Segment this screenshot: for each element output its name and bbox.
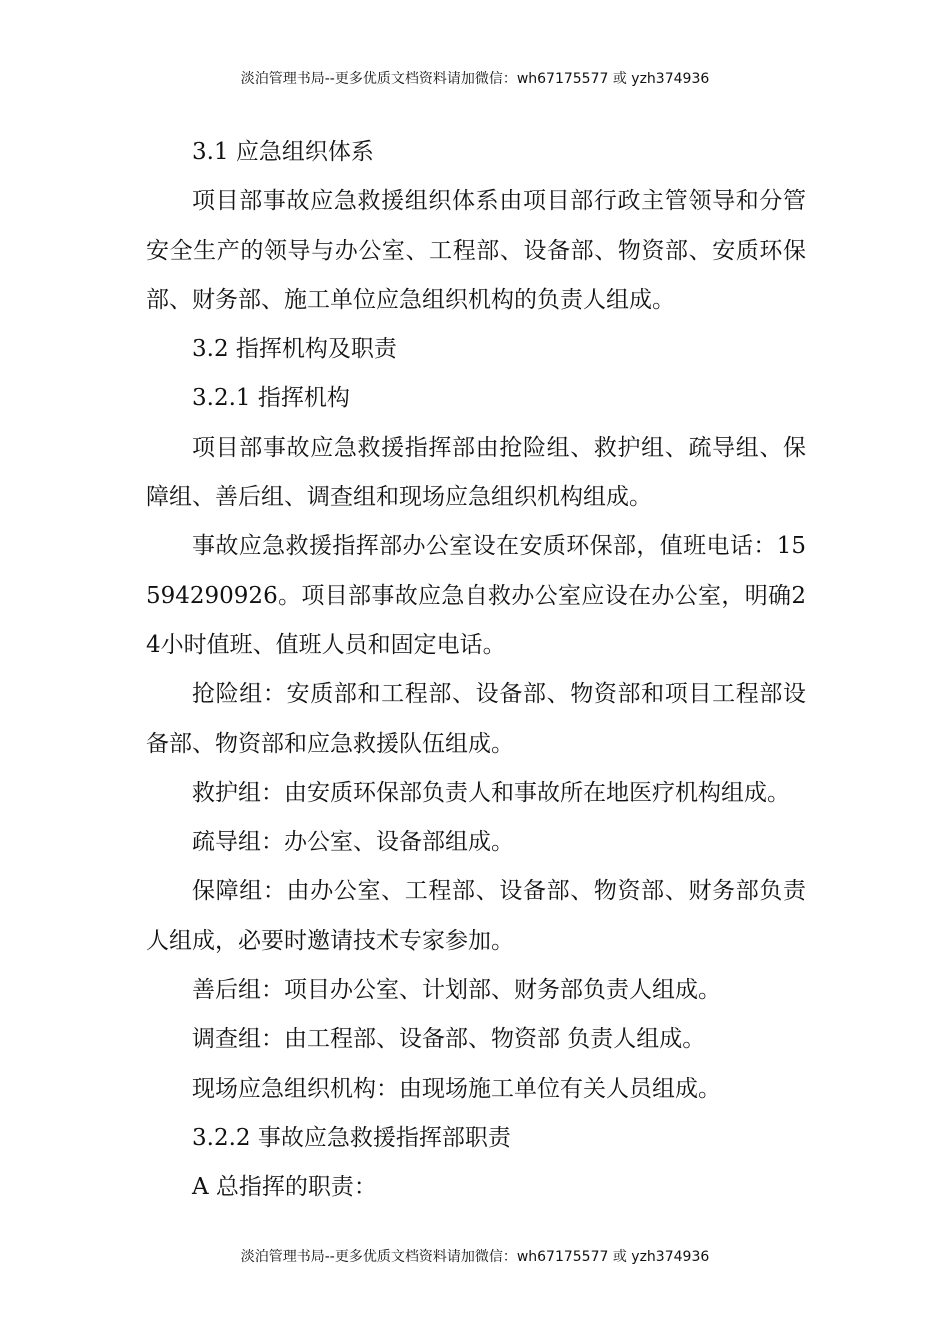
support-team-paragraph: 保障组：由办公室、工程部、设备部、物资部、财务部负责人组成，必要时邀请技术专家参加。 xyxy=(146,878,806,954)
document-body xyxy=(146,128,806,1213)
medical-team-paragraph: 救护组：由安质环保部负责人和事故所在地医疗机构组成。 xyxy=(192,779,790,806)
page-footer: 淡泊管理书局--更多优质文档资料请加微信：wh67175577 或 yzh374936 xyxy=(240,1249,710,1265)
section-3-2-2-title: 3.2.2 事故应急救援指挥部职责 xyxy=(192,1124,511,1151)
section-3-2-title: 3.2 指挥机构及职责 xyxy=(192,336,397,363)
page-header: 淡泊管理书局--更多优质文档资料请加微信：wh67175577 或 yzh374936 xyxy=(240,71,710,87)
section-a-title: A 总指挥的职责： xyxy=(192,1174,377,1201)
command-structure-paragraph: 项目部事故应急救援指挥部由抢险组、救护组、疏导组、保障组、善后组、调查组和现场应急组织机构组成。 xyxy=(146,434,806,511)
aftermath-team-paragraph: 善后组：项目办公室、计划部、财务部负责人组成。 xyxy=(192,977,721,1004)
rescue-team-paragraph: 抢险组：安质部和工程部、设备部、物资部和项目工程部设备部、物资部和应急救援队伍组成。 xyxy=(146,681,806,757)
section-3-1-paragraph: 项目部事故应急救援组织体系由项目部行政主管领导和分管安全生产的领导与办公室、工程部、设备部、物资部、安质环保部、财务部、施工单位应急组织机构的负责人组成。 xyxy=(146,188,806,313)
investigation-team-paragraph: 调查组：由工程部、设备部、物资部 负责人组成。 xyxy=(192,1026,706,1053)
section-3-2-1-title: 3.2.1 指挥机构 xyxy=(192,385,350,412)
onsite-organization-paragraph: 现场应急组织机构：由现场施工单位有关人员组成。 xyxy=(192,1075,721,1102)
section-3-1-title: 3.1 应急组织体系 xyxy=(192,139,374,165)
guidance-team-paragraph: 疏导组：办公室、设备部组成。 xyxy=(192,829,514,856)
command-office-paragraph: 事故应急救援指挥部办公室设在安质环保部，值班电话：15594290926。项目部事故应急自救办公室应设在办公室，明确24小时值班、值班人员和固定电话。 xyxy=(146,533,806,658)
